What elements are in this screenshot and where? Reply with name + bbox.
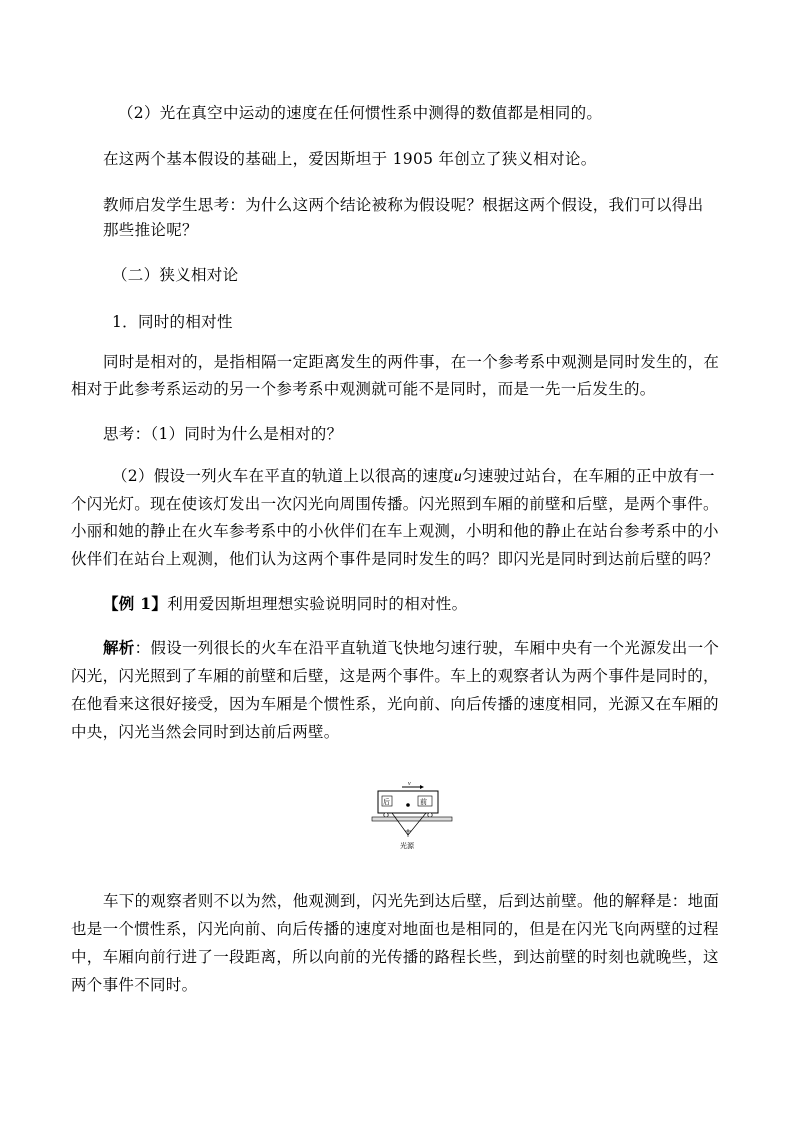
paragraph-simultaneity-line2: 相对于此参考系运动的另一个参考系中观测就可能不是同时，而是一先一后发生的。 bbox=[71, 380, 656, 398]
q2-text-pre: （2）假设一列火车在平直的轨道上以很高的速度 bbox=[112, 467, 454, 485]
example-label: 【例 1】 bbox=[103, 594, 168, 613]
paragraph-ground-observer-line1: 车下的观察者则不以为然，他观测到，闪光先到达后壁，后到达前壁。他的解释是：地面 bbox=[103, 892, 720, 910]
rear-wall-label: 后 bbox=[383, 798, 390, 806]
ground bbox=[372, 817, 452, 821]
paragraph-think-question-2-line3: 小丽和她的静止在火车参考系中的小伙伴们在车上观测，小明和他的静止在站台参考系中的小 bbox=[71, 522, 719, 540]
train-light-source-diagram bbox=[368, 779, 456, 851]
section-heading-special-relativity: （二）狭义相对论 bbox=[112, 266, 239, 284]
front-wall-label: 前 bbox=[420, 798, 427, 806]
example-text: 利用爱因斯坦理想实验说明同时的相对性。 bbox=[167, 595, 468, 613]
source-label: 光源 bbox=[400, 842, 414, 850]
paragraph-think-question-2-line4: 伙伴们在站台上观测，他们认为这两个事件是同时发生的吗？即闪光是同时到达前后壁的吗？ bbox=[71, 550, 719, 568]
velocity-variable: u bbox=[453, 468, 463, 485]
paragraph-postulate-2: （2）光在真空中运动的速度在任何惯性系中测得的数值都是相同的。 bbox=[118, 104, 603, 122]
paragraph-special-relativity-intro: 在这两个基本假设的基础上，爱因斯坦于 1905 年创立了狭义相对论。 bbox=[103, 150, 597, 168]
light-source-dot bbox=[406, 803, 410, 807]
answer-label: 解析 bbox=[103, 638, 135, 657]
answer-line2: 闪光，闪光照到了车厢的前壁和后壁，这是两个事件。车上的观察者认为两个事件是同时的， bbox=[71, 667, 719, 685]
paragraph-ground-observer-line2: 也是一个惯性系，闪光向前、向后传播的速度对地面也是相同的，但是在闪光飞向两壁的过程 bbox=[71, 920, 719, 938]
paragraph-teacher-question-line1: 教师启发学生思考：为什么这两个结论被称为假设呢？根据这两个假设，我们可以得出 bbox=[103, 196, 704, 214]
answer-text-line1: ：假设一列很长的火车在沿平直轨道飞快地匀速行驶，车厢中央有一个光源发出一个 bbox=[134, 639, 720, 657]
paragraph-think-question-2-line2: 个闪光灯。现在使该灯发出一次闪光向周围传播。闪光照到车厢的前壁和后壁，是两个事件。 bbox=[71, 495, 719, 513]
answer-line3: 在他看来这很好接受，因为车厢是个惯性系，光向前、向后传播的速度相同，光源又在车厢的 bbox=[71, 695, 719, 713]
paragraph-ground-observer-line4: 两个事件不同时。 bbox=[71, 976, 198, 994]
paragraph-simultaneity-line1: 同时是相对的，是指相隔一定距离发生的两件事，在一个参考系中观测是同时发生的，在 bbox=[103, 353, 720, 371]
example-1 bbox=[103, 588, 743, 620]
subsection-heading-simultaneity: 1．同时的相对性 bbox=[112, 313, 233, 331]
velocity-label: v bbox=[408, 781, 411, 787]
paragraph-think-question-1: 思考：（1）同时为什么是相对的？ bbox=[103, 425, 343, 443]
paragraph-ground-observer-line3: 中，车厢向前行进了一段距离，所以向前的光传播的路程长些，到达前壁的时刻也就晚些，这 bbox=[71, 948, 719, 966]
answer-line4: 中央，闪光当然会同时到达前后两壁。 bbox=[71, 723, 340, 741]
paragraph-teacher-question-line2: 那些推论呢？ bbox=[103, 221, 198, 239]
q2-text-post: 匀速驶过站台，在车厢的正中放有一 bbox=[462, 467, 715, 485]
